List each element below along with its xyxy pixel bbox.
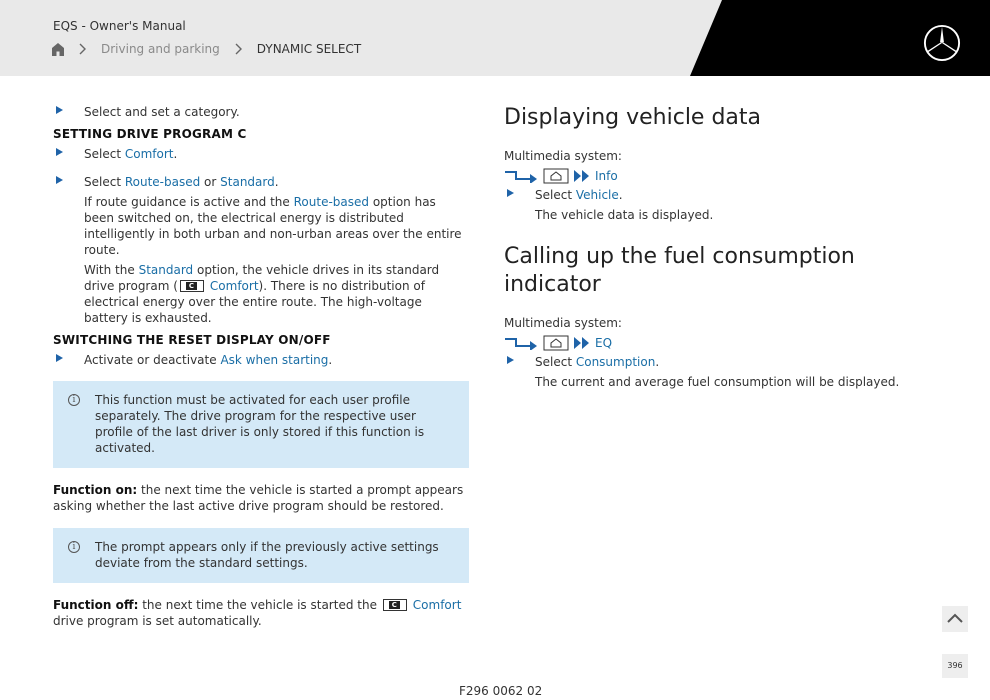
instruction-step: Select Route-based or Standard. (53, 174, 469, 190)
step-arrow-icon (56, 354, 63, 362)
chevron-right-icon (235, 43, 245, 55)
info-note: i This function must be activated for each user profile separately. The drive program for the respective user profile of the last driver is only stored if this function is activated. (53, 381, 469, 468)
link-route-based[interactable]: Route-based (124, 175, 201, 189)
chevron-right-icon (79, 43, 89, 55)
home-button-icon (543, 168, 573, 184)
breadcrumb-current: DYNAMIC SELECT (256, 42, 362, 56)
multimedia-label: Multimedia system: (504, 149, 622, 163)
menu-info[interactable]: Info (595, 169, 618, 183)
manual-title: EQS - Owner's Manual (53, 19, 186, 33)
section-heading-drive-program: SETTING DRIVE PROGRAM C (53, 127, 247, 141)
link-vehicle[interactable]: Vehicle (575, 188, 619, 202)
step-arrow-icon (507, 189, 514, 197)
step-arrow-icon (56, 176, 63, 184)
step-result: The current and average fuel consumption will be displayed. (535, 375, 900, 389)
instruction-step: Select and set a category. (53, 104, 469, 120)
step-explanation: If route guidance is active and the Route-based option has been switched on, the electrical energy is distributed intelligently in both urban and non-urban areas over the entire route. (84, 195, 462, 257)
navigation-path (504, 334, 944, 352)
left-column (53, 104, 469, 643)
page-number-button[interactable]: 396 (942, 654, 968, 678)
step-arrow-icon (56, 106, 63, 114)
comfort-mode-icon (383, 599, 407, 611)
instruction-step: Select Consumption. (504, 354, 944, 370)
link-comfort[interactable]: Comfort (209, 279, 259, 293)
function-off-paragraph: Function off: the next time the vehicle is started the C Comfort drive program is set automatically. (53, 597, 469, 629)
info-note: i The prompt appears only if the previously active settings deviate from the standard settings. (53, 528, 469, 583)
instruction-step: Select Vehicle. (504, 187, 944, 203)
section-title-vehicle-data: Displaying vehicle data (504, 105, 762, 130)
home-icon[interactable] (52, 43, 64, 56)
multimedia-label: Multimedia system: (504, 316, 622, 330)
step-result: The vehicle data is displayed. (535, 208, 714, 222)
home-button-icon (543, 335, 573, 351)
function-on-paragraph: Function on: the next time the vehicle is started a prompt appears asking whether the last active drive program should be restored. (53, 483, 464, 513)
navigation-path (504, 167, 944, 185)
breadcrumb-link-driving[interactable]: Driving and parking (101, 42, 220, 56)
instruction-step: Activate or deactivate Ask when starting. (53, 352, 469, 368)
breadcrumb (52, 42, 361, 56)
footer-code: F296 0062 02 (459, 684, 543, 698)
step-arrow-icon (507, 356, 514, 364)
double-arrow-icon (573, 170, 591, 182)
path-arrow-icon (504, 336, 538, 350)
link-ask-when-starting[interactable]: Ask when starting (220, 353, 329, 367)
link-standard[interactable]: Standard (138, 263, 194, 277)
link-comfort[interactable]: Comfort (124, 147, 174, 161)
header (0, 0, 990, 76)
double-arrow-icon (573, 337, 591, 349)
right-column (504, 104, 944, 394)
link-consumption[interactable]: Consumption (575, 355, 656, 369)
menu-eq[interactable]: EQ (595, 336, 613, 350)
link-standard[interactable]: Standard (220, 175, 275, 189)
mercedes-star-logo (923, 24, 961, 62)
step-explanation: With the Standard option, the vehicle drives in its standard drive program (C Comfort). There is no distribution of electrical energy over the entire route. The high-voltage battery is exhausted. (53, 262, 469, 326)
comfort-mode-icon (180, 280, 204, 292)
info-icon: i (68, 394, 80, 406)
path-arrow-icon (504, 169, 538, 183)
step-arrow-icon (56, 148, 63, 156)
info-icon: i (68, 541, 80, 553)
link-route-based[interactable]: Route-based (293, 195, 370, 209)
instruction-step: Select Comfort. (53, 146, 469, 162)
link-comfort[interactable]: Comfort (412, 598, 462, 612)
arrow-up-icon (942, 606, 968, 632)
section-title-fuel-consumption: Calling up the fuel consumption indicator (504, 244, 855, 297)
section-heading-reset-display: SWITCHING THE RESET DISPLAY ON/OFF (53, 333, 331, 347)
scroll-to-top-button[interactable] (942, 606, 968, 632)
